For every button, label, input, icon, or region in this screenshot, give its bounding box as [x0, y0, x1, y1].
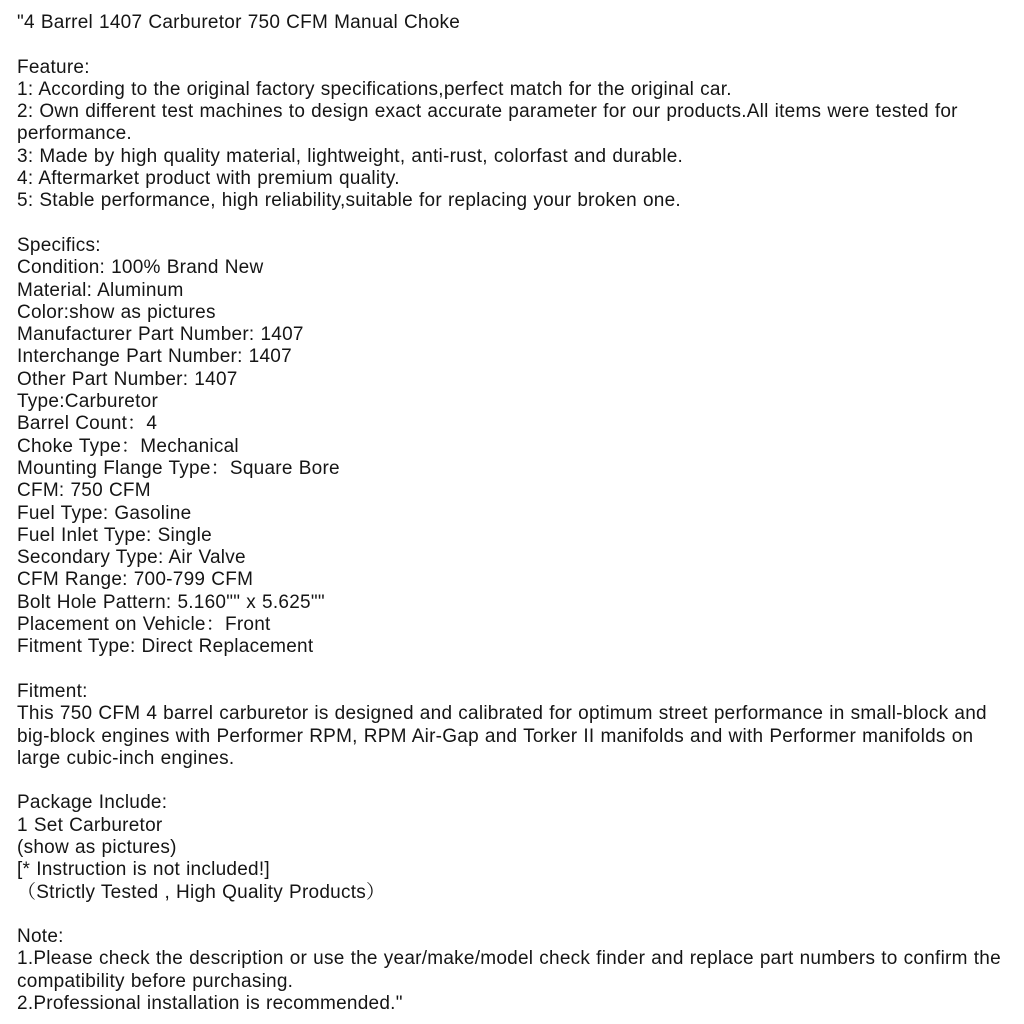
package-item: （Strictly Tested , High Quality Products）	[17, 881, 386, 903]
section-heading-package-include: Package Include:	[17, 792, 168, 814]
spec-line-bolt-hole-pattern: Bolt Hole Pattern: 5.160"" x 5.625""	[17, 591, 325, 613]
spec-line-fuel-type: Fuel Type: Gasoline	[17, 502, 192, 524]
feature-item: 4: Aftermarket product with premium quality.	[17, 168, 400, 190]
spec-line-placement-on-vehicle: Placement on Vehicle：Front	[17, 614, 271, 636]
note-section	[17, 926, 1007, 1015]
spec-line-interchange-part-number: Interchange Part Number: 1407	[17, 346, 292, 368]
section-heading-specifics: Specifics:	[17, 234, 101, 256]
specifics-section	[17, 235, 1007, 659]
spec-line-mounting-flange-type: Mounting Flange Type：Square Bore	[17, 457, 340, 479]
spec-line-color: Color:show as pictures	[17, 301, 216, 323]
fitment-paragraph: This 750 CFM 4 barrel carburetor is designed and calibrated for optimum street performance in small-block and big-block engines with Performer RPM, RPM Air-Gap and Torker II manifolds and with Performer manifolds on large cubic-inch engines.	[17, 703, 993, 769]
spec-line-cfm-range: CFM Range: 700-799 CFM	[17, 569, 254, 591]
section-heading-fitment: Fitment:	[17, 680, 88, 702]
package-include-section	[17, 792, 1007, 903]
spec-line-manufacturer-part-number: Manufacturer Part Number: 1407	[17, 324, 304, 346]
spec-line-choke-type: Choke Type：Mechanical	[17, 435, 239, 457]
spec-line-barrel-count: Barrel Count：4	[17, 413, 158, 435]
feature-section	[17, 57, 1007, 213]
feature-item: 5: Stable performance, high reliability,suitable for replacing your broken one.	[17, 190, 681, 212]
spec-line-fuel-inlet-type: Fuel Inlet Type: Single	[17, 524, 212, 546]
spec-line-secondary-type: Secondary Type: Air Valve	[17, 547, 246, 569]
section-heading-note: Note:	[17, 926, 64, 948]
spec-line-material: Material: Aluminum	[17, 279, 184, 301]
fitment-section	[17, 681, 1007, 770]
spec-line-condition: Condition: 100% Brand New	[17, 257, 264, 279]
spec-line-other-part-number: Other Part Number: 1407	[17, 368, 238, 390]
product-title: "4 Barrel 1407 Carburetor 750 CFM Manual Choke	[17, 12, 461, 33]
spec-line-type: Type:Carburetor	[17, 391, 159, 413]
package-item: 1 Set Carburetor	[17, 814, 163, 836]
feature-item: 1: According to the original factory specifications,perfect match for the original car.	[17, 78, 732, 100]
section-heading-feature: Feature:	[17, 56, 90, 78]
feature-item: 3: Made by high quality material, lightweight, anti-rust, colorfast and durable.	[17, 145, 684, 167]
package-item: (show as pictures)	[17, 836, 177, 858]
spec-line-fitment-type: Fitment Type: Direct Replacement	[17, 636, 314, 658]
feature-item: 2: Own different test machines to design exact accurate parameter for our products.All items were tested for performance.	[17, 101, 964, 145]
note-item: 2.Professional installation is recommended."	[17, 993, 403, 1015]
package-item: [* Instruction is not included!]	[17, 859, 270, 881]
note-item: 1.Please check the description or use the year/make/model check finder and replace part numbers to confirm the compatibility before purchasing.	[17, 948, 1007, 992]
spec-line-cfm: CFM: 750 CFM	[17, 480, 151, 502]
